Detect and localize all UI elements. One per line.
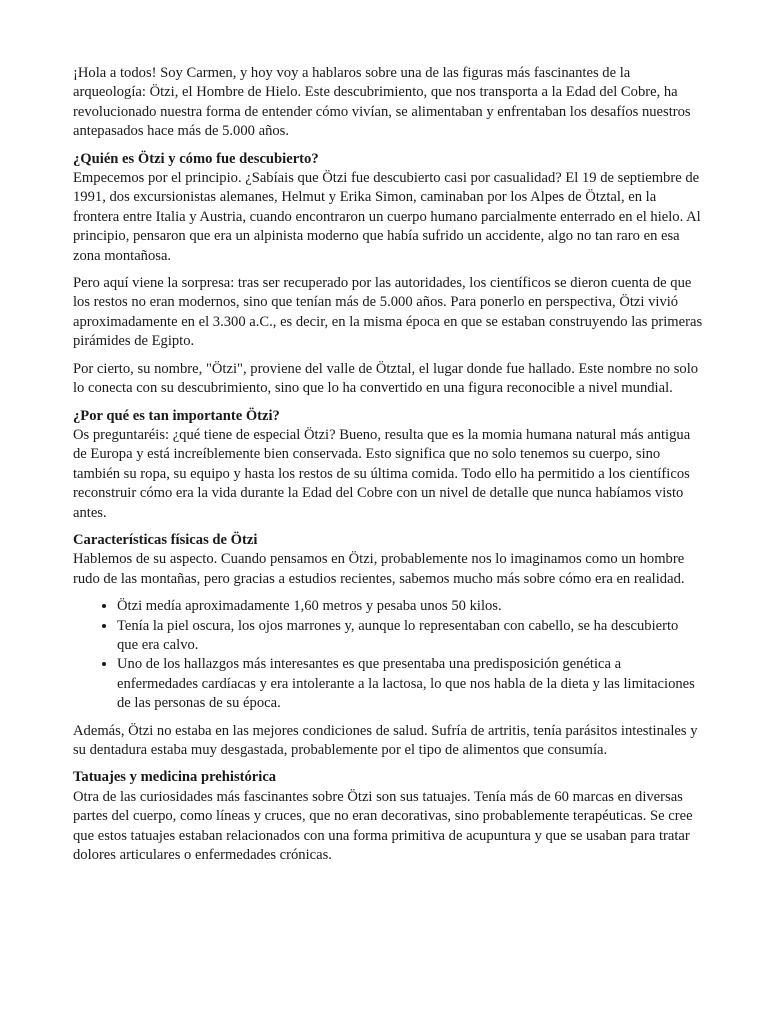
section-physical [73,531,703,589]
list-item: • Tenía la piel oscura, los ojos marrones y, aunque lo representaban con cabello, se ha descubierto que era calvo. [117,617,703,656]
list-item: • Ötzi medía aproximadamente 1,60 metros y pesaba unos 50 kilos. [117,597,703,616]
section-discovery-title: ¿Quién es Ötzi y cómo fue descubierto? [73,150,319,167]
section-importance [73,407,703,523]
list-item: • Uno de los hallazgos más interesantes es que presentaba una predisposición genética a enfermedades cardíacas y era intolerante a la lactosa, lo que nos habla de la dieta y las limitaciones de las personas de su época. [117,655,703,713]
section-discovery-paragraph-2: Pero aquí viene la sorpresa: tras ser recuperado por las autoridades, los científicos se dieron cuenta de que los restos no eran modernos, sino que tenían más de 5.000 años. Para ponerlo en perspectiva, Ötzi vivió aproximadamente en el 3.300 a.C., es decir, en la misma época en que se estaban construyendo las primeras pirámides de Egipto. [73,275,703,350]
section-discovery [73,150,703,266]
physical-traits-list [73,597,703,713]
section-tattoos-title: Tatuajes y medicina prehistórica [73,769,277,786]
document-page [73,64,703,873]
section-physical-paragraph-2: Además, Ötzi no estaba en las mejores condiciones de salud. Sufría de artritis, tenía parásitos intestinales y su dentadura estaba muy desgastada, probablemente por el tipo de alimentos que consumía. [73,722,698,758]
section-importance-title: ¿Por qué es tan importante Ötzi? [73,407,280,424]
section-importance-paragraph-1: Os preguntaréis: ¿qué tiene de especial Ötzi? Bueno, resulta que es la momia humana natural más antigua de Europa y está increíblemente bien conservada. Esto significa que no solo tenemos su cuerpo, sino también su ropa, su equipo y hasta los restos de su última comida. Todo ello ha permitido a los científicos reconstruir cómo era la vida durante la Edad del Cobre con un nivel de detalle que nunca habíamos visto antes. [73,426,691,521]
section-physical-paragraph-1: Hablemos de su aspecto. Cuando pensamos en Ötzi, probablemente nos lo imaginamos como un hombre rudo de las montañas, pero gracias a estudios recientes, sabemos mucho más sobre cómo era en realidad. [73,551,685,587]
intro-paragraph: ¡Hola a todos! Soy Carmen, y hoy voy a hablaros sobre una de las figuras más fascinantes de la arqueología: Ötzi, el Hombre de Hielo. Este descubrimiento, que nos transporta a la Edad del Cobre, ha revolucionado nuestra forma de entender cómo vivían, se alimentaban y enfrentaban los desafíos nuestros antepasados hace más de 5.000 años. [73,65,691,140]
section-tattoos [73,768,703,865]
section-tattoos-paragraph-1: Otra de las curiosidades más fascinantes sobre Ötzi son sus tatuajes. Tenía más de 60 marcas en diversas partes del cuerpo, como líneas y cruces, que no eran decorativas, sino probablemente terapéuticas. Se cree que estos tatuajes estaban relacionados con una forma primitiva de acupuntura y que se usaban para tratar dolores articulares o enfermedades crónicas. [73,788,693,864]
section-physical-title: Características físicas de Ötzi [73,531,258,548]
section-discovery-paragraph-3: Por cierto, su nombre, "Ötzi", proviene del valle de Ötztal, el lugar donde fue hallado. Este nombre no solo lo conecta con su descubrimiento, sino que lo ha convertido en una figura reconocible a nivel mundial. [73,360,699,397]
section-discovery-paragraph-1: Empecemos por el principio. ¿Sabíais que Ötzi fue descubierto casi por casualidad? El 19 de septiembre de 1991, dos excursionistas alemanes, Helmut y Erika Simon, caminaban por los Alpes de Ötztal, en la frontera entre Italia y Austria, cuando encontraron un cuerpo humano parcialmente enterrado en el hielo. Al principio, pensaron que era un alpinista moderno que había sufrido un accidente, algo no tan raro en esa zona montañosa. [73,170,701,264]
